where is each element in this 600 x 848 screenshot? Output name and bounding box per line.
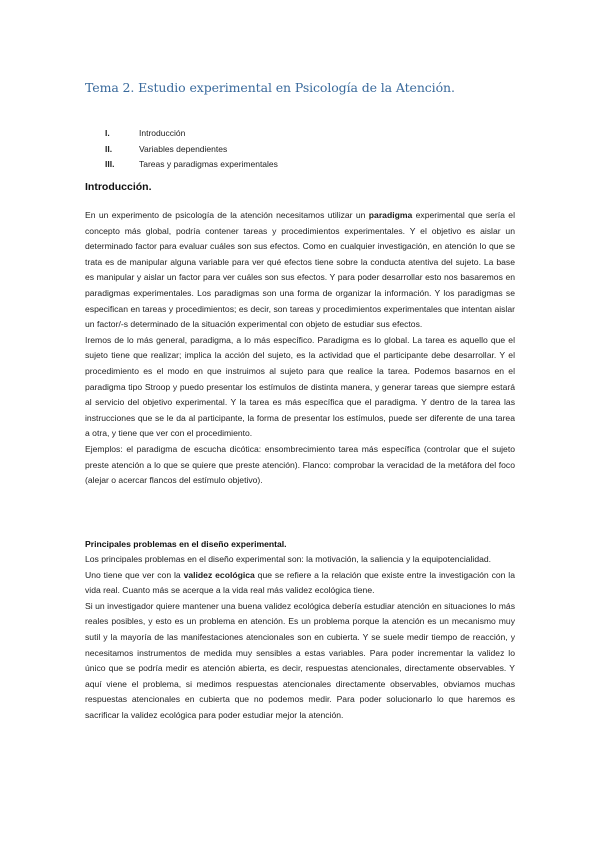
table-of-contents [105,126,278,173]
problemas-body [85,552,515,724]
paragraph: Si un investigador quiere mantener una buena validez ecológica debería estudiar atención en situaciones lo más reales posibles, y esto es un problema en atención. Es un problema porque la atención es un mecanismo muy sutil y la mayoría de las manifestaciones atencionales son en cubierta. Y se suele medir tiempo de reacción, y necesitamos instrumentos de medida muy sensibles a estas variables. Para poder incrementar la validez lo único que se podría medir es atención abierta, es decir, respuestas atencionales, directamente observables. Y aquí viene el problema, si medimos respuestas atencionales directamente observables, obviamos muchas respuestas atencionales en cubierta que no podemos medir. Para poder solucionarlo lo que haremos es sacrificar la validez ecológica para poder estudiar mejor la atención. [85,600,515,720]
toc-item [105,142,278,158]
paragraph: Los principales problemas en el diseño experimental son: la motivación, la saliencia y la equipotencialidad. [85,554,492,564]
paragraph [85,568,515,599]
toc-item [105,157,278,173]
toc-item-label: Tareas y paradigmas experimentales [139,159,278,169]
introduccion-body [85,208,515,489]
toc-item-number: II. [105,143,113,154]
paragraph-text: Uno tiene que ver con la [85,569,184,580]
paragraph: Ejemplos: el paradigma de escucha dicótica: ensombrecimiento tarea más específica (controlar que el sujeto preste atención a lo que se quiere que preste atención). Flanco: comprobar la veracidad de la metáfora del foco (alejar o acercar flancos del estímulo objetivo). [85,443,515,486]
paragraph-text: En un experimento de psicología de la atención necesitamos utilizar un [85,210,369,220]
bold-term: paradigma [368,210,413,220]
toc-item-number: I. [105,128,110,138]
bold-term: validez ecológica [183,569,255,580]
paragraph-text: experimental que sería el concepto más global, podría contener tareas y procedimientos experimentales. Y el objetivo es aislar un determinado factor para evaluar cuáles son sus efectos. Como en cualquier investigación, en atención lo que se trata es de manipular alguna variable para ver qué efectos tiene sobre la conducta atentiva del sujeto. La base es manipular y aislar un factor para ver cuáles son sus efectos. Y para poder desarrollar esto nos basaremos en paradigmas experimentales. Los paradigmas son una forma de organizar la información. Y los paradigmas se especifican en tareas y procedimientos; es decir, son tareas y procedimientos experimentales que intentan aislar un factor/-s determinado de la situación experimental con objeto de estudiar sus efectos. [85,210,515,330]
toc-item [105,126,278,142]
toc-item-label: Variables dependientes [139,143,228,154]
toc-item-label: Introducción [139,128,186,138]
paragraph-text: que se refiere a la relación que existe entre la investigación con la vida real. Cuanto más se acerque a la vida real más validez ecológica tiene. [85,569,515,596]
toc-item-number: III. [105,159,115,169]
document-title: Tema 2. Estudio experimental en Psicología de la Atención. [85,80,455,95]
section-heading-problemas: Principales problemas en el diseño experimental. [85,539,287,549]
section-heading-introduccion: Introducción. [85,181,152,193]
paragraph [85,208,515,333]
paragraph: Iremos de lo más general, paradigma, a lo más específico. Paradigma es lo global. La tarea es aquello que el sujeto tiene que realizar; implica la acción del sujeto, es la actividad que el participante debe desarrollar. Y el procedimiento es el modo en que instruimos al sujeto para que realice la tarea. Podemos basarnos en el paradigma tipo Stroop y puedo presentar los estímulos de distinta manera, y generar tareas que siempre estará al servicio del objetivo experimental. Y la tarea es más específica que el paradigma. Y dentro de la tarea las instrucciones que se le da al participante, la forma de presentar los estímulos, puede ser diferente de una tarea a otra, y tiene que ver con el procedimiento. [85,334,515,439]
